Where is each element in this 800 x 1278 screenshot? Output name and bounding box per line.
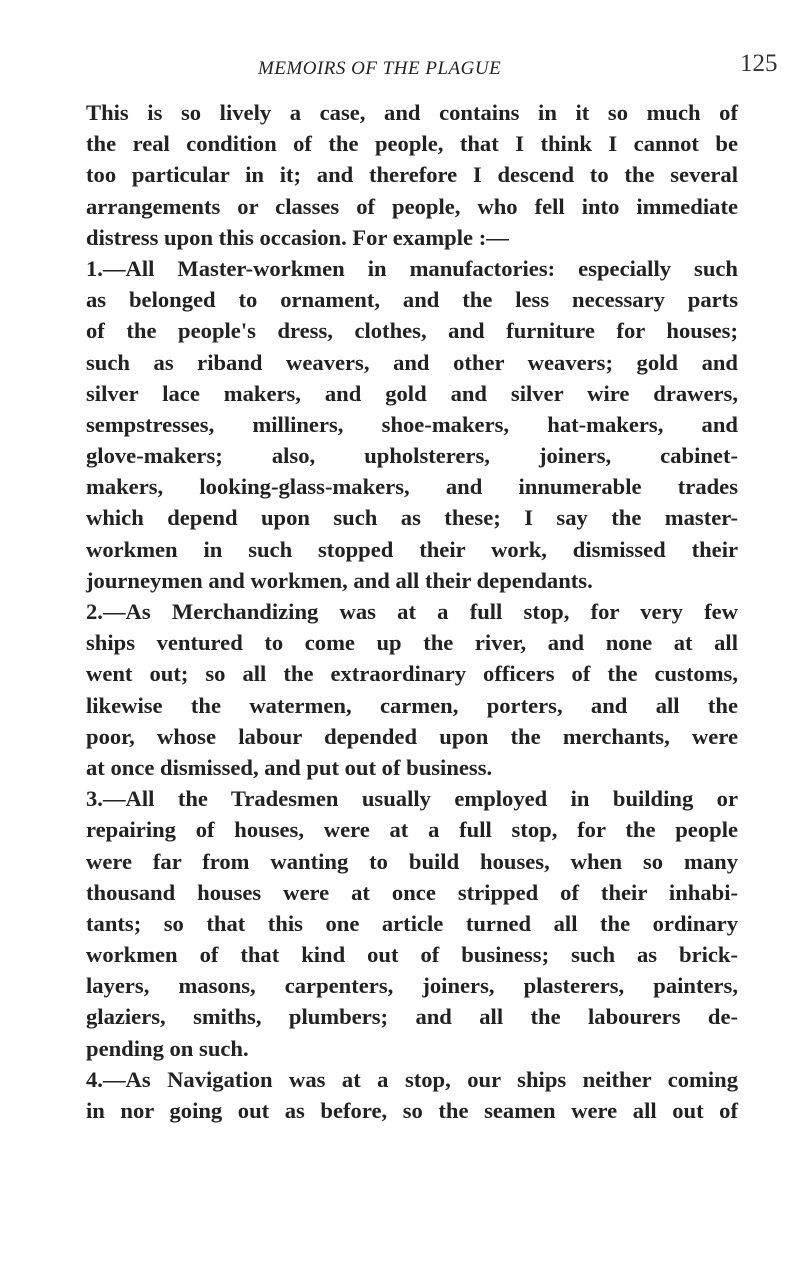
text-line: workmen of that kind out of business; such as brick-	[86, 942, 738, 968]
body-text	[86, 97, 738, 1126]
text-line: makers, looking-glass-makers, and innumerable trades	[86, 474, 738, 500]
running-title: MEMOIRS OF THE PLAGUE	[258, 58, 502, 79]
text-line: layers, masons, carpenters, joiners, plasterers, painters,	[86, 973, 738, 999]
text-line: 3.—All the Tradesmen usually employed in building or	[86, 786, 738, 812]
text-line: repairing of houses, were at a full stop, for the people	[86, 817, 738, 843]
text-line: glove-makers; also, upholsterers, joiners, cabinet-	[86, 443, 738, 469]
text-line: likewise the watermen, carmen, porters, and all the	[86, 692, 738, 718]
text-line: pending on such.	[86, 1035, 249, 1061]
text-line: This is so lively a case, and contains in it so much of	[86, 100, 738, 125]
text-line: distress upon this occasion. For example :—	[86, 224, 509, 250]
text-line: glaziers, smiths, plumbers; and all the labourers de-	[86, 1004, 738, 1030]
text-line: poor, whose labour depended upon the merchants, were	[86, 723, 738, 749]
text-line: tants; so that this one article turned all the ordinary	[86, 910, 738, 936]
text-line: were far from wanting to build houses, when so many	[86, 848, 738, 874]
text-line: journeymen and workmen, and all their dependants.	[86, 567, 593, 593]
text-line: ships ventured to come up the river, and none at all	[86, 630, 738, 656]
text-line: workmen in such stopped their work, dismissed their	[86, 536, 738, 562]
text-line: silver lace makers, and gold and silver wire drawers,	[86, 380, 738, 406]
page-number: 125	[740, 50, 778, 77]
text-line: sempstresses, milliners, shoe-makers, hat-makers, and	[86, 411, 738, 437]
text-line: at once dismissed, and put out of business.	[86, 754, 493, 780]
text-line: too particular in it; and therefore I descend to the several	[86, 162, 738, 188]
text-line: 2.—As Merchandizing was at a full stop, for very few	[86, 599, 738, 624]
text-line: arrangements or classes of people, who fell into immediate	[86, 193, 738, 219]
text-line: which depend upon such as these; I say the master-	[86, 505, 738, 531]
text-line: as belonged to ornament, and the less necessary parts	[86, 287, 738, 313]
text-line: in nor going out as before, so the seamen were all out of	[86, 1098, 738, 1123]
text-line: 4.—As Navigation was at a stop, our ships neither coming	[86, 1066, 738, 1092]
text-line: 1.—All Master-workmen in manufactories: especially such	[86, 255, 738, 281]
text-line: went out; so all the extraordinary officers of the customs,	[86, 661, 738, 687]
text-line: thousand houses were at once stripped of their inhabi-	[86, 879, 738, 905]
text-line: the real condition of the people, that I think I cannot be	[86, 131, 738, 157]
text-line: such as riband weavers, and other weavers; gold and	[86, 349, 738, 375]
text-line: of the people's dress, clothes, and furniture for houses;	[86, 318, 738, 344]
